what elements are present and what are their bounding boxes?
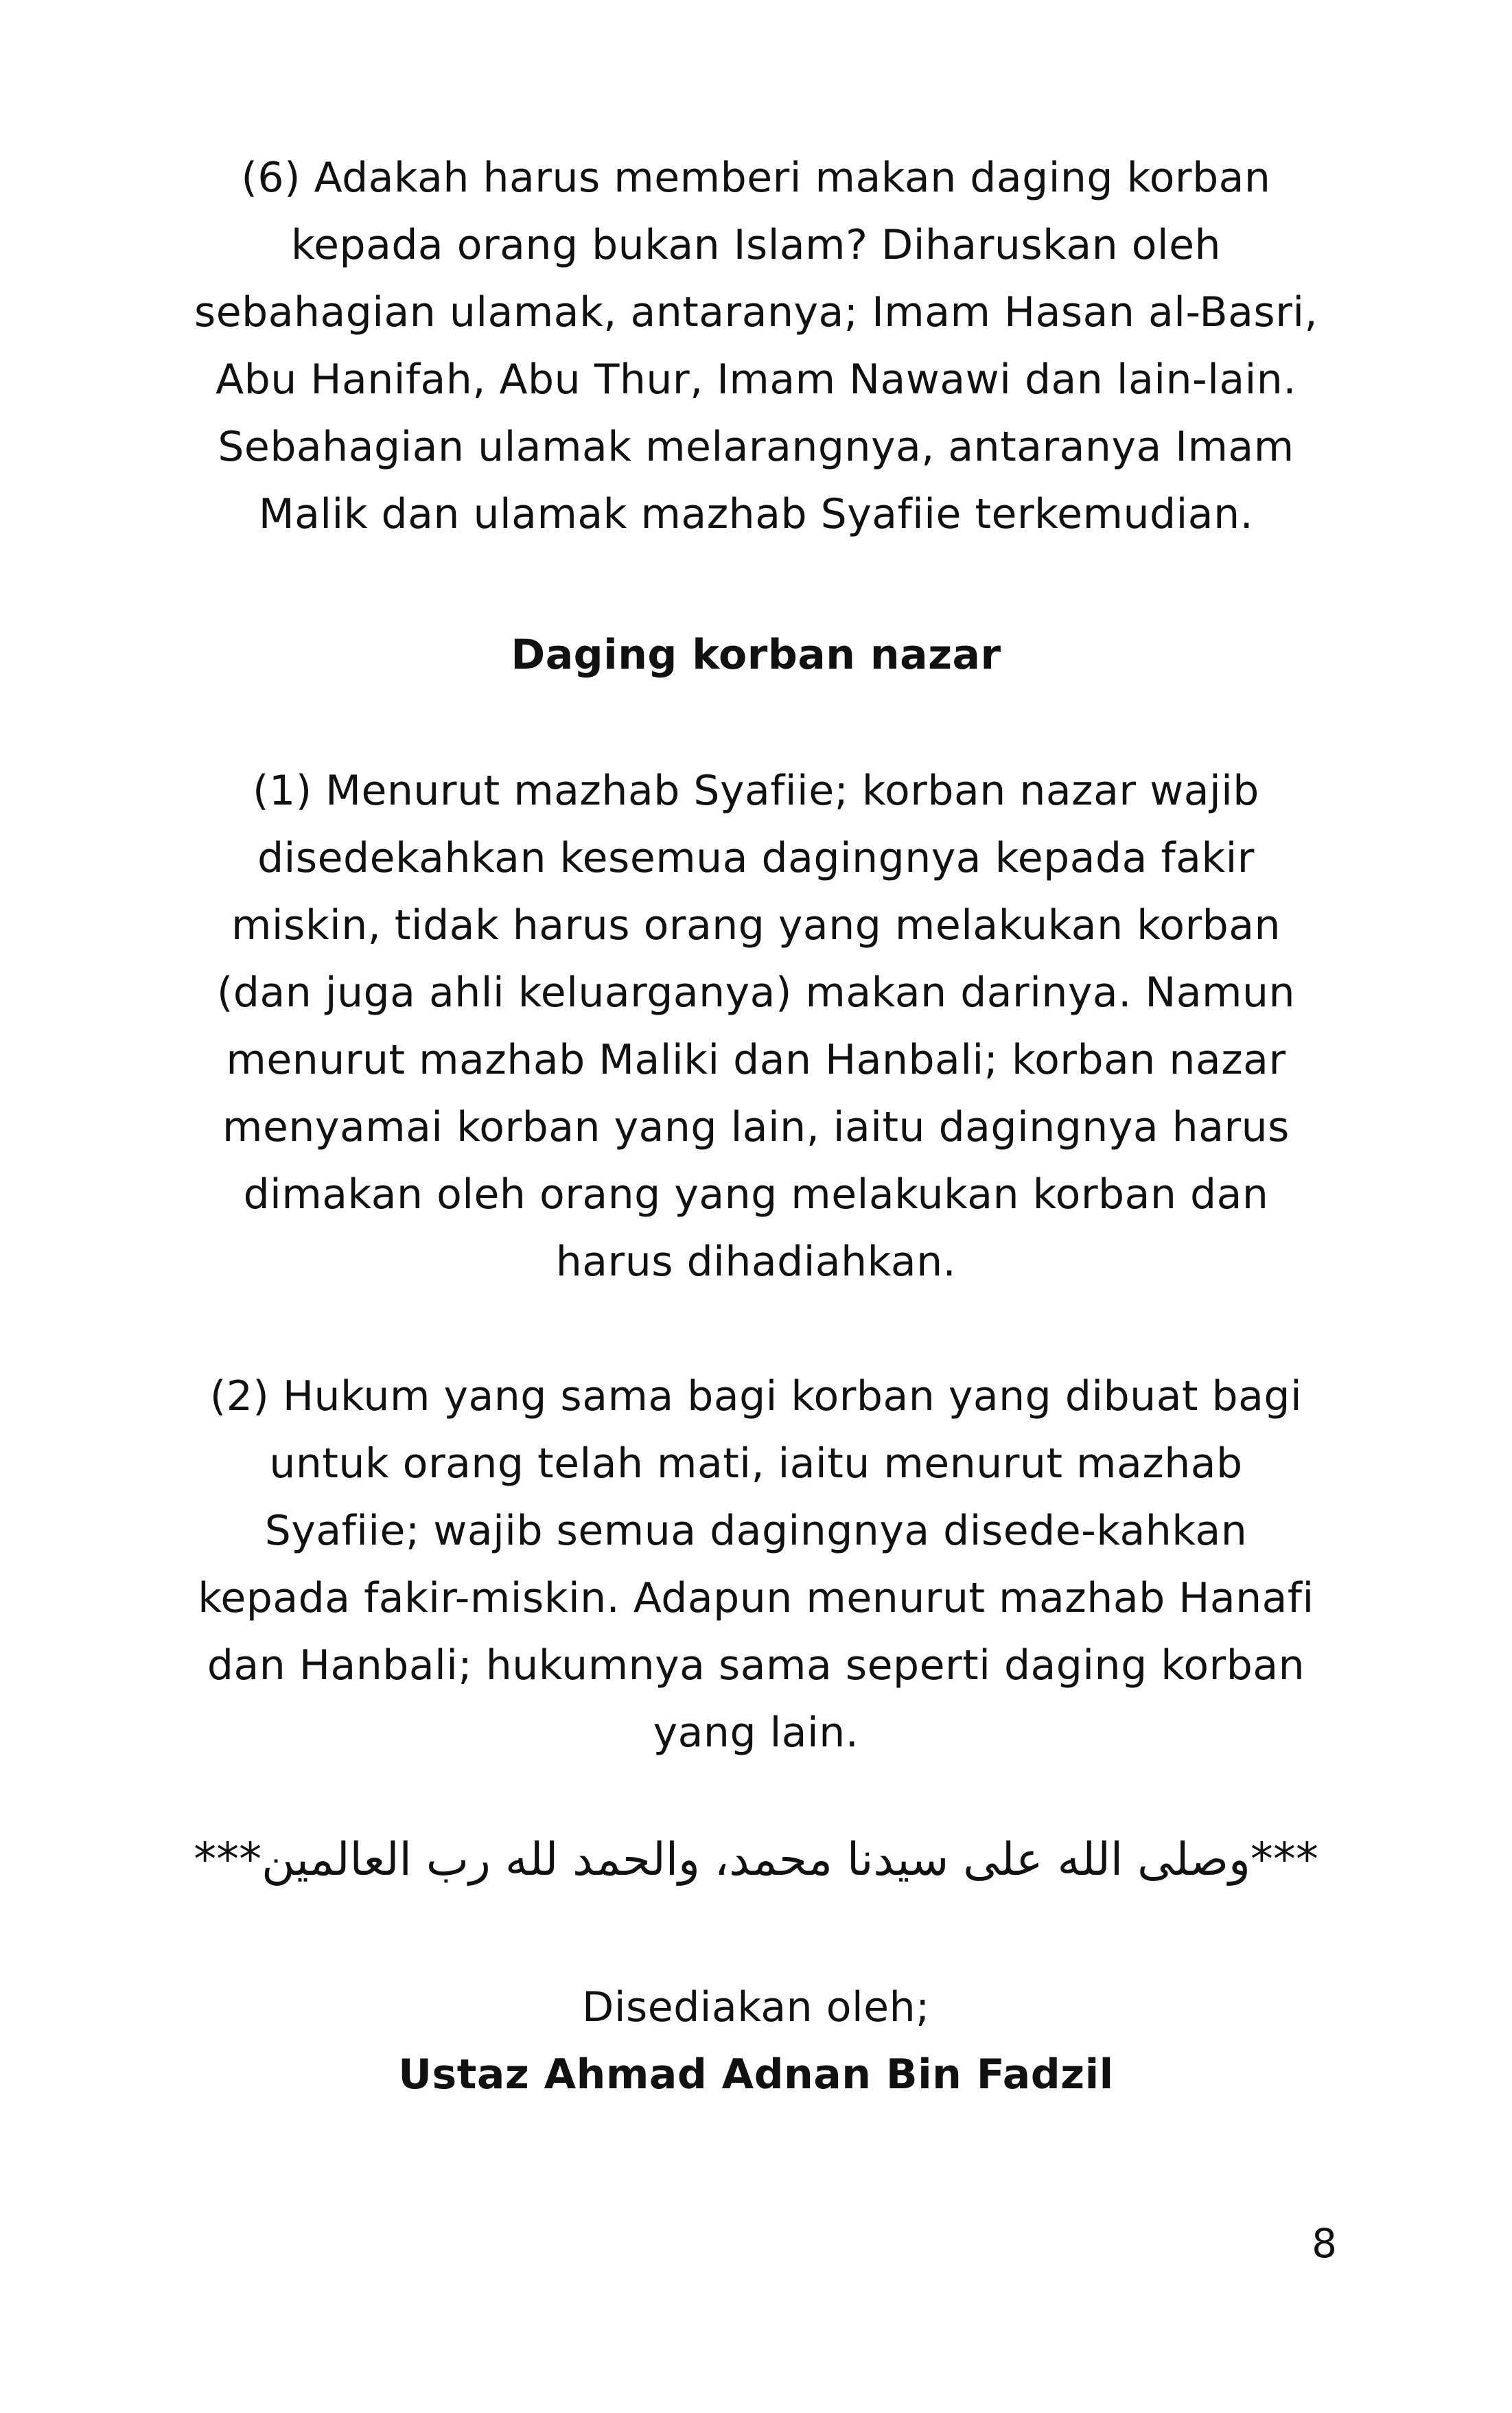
closing-arabic [151, 1826, 1361, 1893]
paragraph-line: menyamai korban yang lain, iaitu dagingnya harus [222, 1103, 1290, 1151]
paragraph-line: yang lain. [653, 1709, 859, 1757]
paragraph-6 [151, 144, 1361, 548]
paragraph-line: Abu Hanifah, Abu Thur, Imam Nawawi dan lain-lain. [216, 356, 1296, 404]
prepared-by-label: Disediakan oleh; [582, 1983, 930, 2031]
paragraph-line: Malik dan ulamak mazhab Syafiie terkemudian. [258, 490, 1254, 538]
page-number: 8 [1312, 2220, 1337, 2267]
section-heading-text: Daging korban nazar [511, 631, 1001, 679]
paragraph-line: kepada fakir-miskin. Adapun menurut mazhab Hanafi [198, 1574, 1314, 1622]
paragraph-line: sebahagian ulamak, antaranya; Imam Hasan al-Basri, [194, 288, 1318, 336]
author-name: Ustaz Ahmad Adnan Bin Fadzil [398, 2051, 1114, 2099]
paragraph-line: miskin, tidak harus orang yang melakukan korban [231, 901, 1281, 949]
paragraph-line: disedekahkan kesemua dagingnya kepada fakir [257, 834, 1255, 882]
paragraph-line: (2) Hukum yang sama bagi korban yang dibuat bagi [209, 1372, 1303, 1420]
prepared-by [151, 1974, 1361, 2108]
section-heading [151, 621, 1361, 689]
paragraph-line: (6) Adakah harus memberi makan daging korban [241, 154, 1271, 202]
paragraph-line: Sebahagian ulamak melarangnya, antaranya Imam [218, 423, 1294, 471]
paragraph-1 [151, 757, 1361, 1295]
paragraph-line: harus dihadiahkan. [555, 1238, 957, 1286]
paragraph-line: untuk orang telah mati, iaitu menurut mazhab [269, 1440, 1243, 1488]
paragraph-line: Syafiie; wajib semua dagingnya disede-kahkan [264, 1507, 1248, 1555]
paragraph-line: (1) Menurut mazhab Syafiie; korban nazar wajib [253, 767, 1259, 815]
paragraph-line: (dan juga ahli keluarganya) makan darinya. Namun [217, 969, 1295, 1017]
closing-arabic-text: ***وصلى الله على سيدنا محمد، والحمد لله رب العالمين*** [194, 1833, 1318, 1886]
paragraph-line: kepada orang bukan Islam? Diharuskan oleh [290, 221, 1222, 269]
paragraph-line: dimakan oleh orang yang melakukan korban dan [243, 1170, 1269, 1219]
paragraph-line: menurut mazhab Maliki dan Hanbali; korban nazar [226, 1036, 1286, 1084]
paragraph-line: dan Hanbali; hukumnya sama seperti daging korban [207, 1641, 1305, 1689]
paragraph-2 [151, 1363, 1361, 1766]
